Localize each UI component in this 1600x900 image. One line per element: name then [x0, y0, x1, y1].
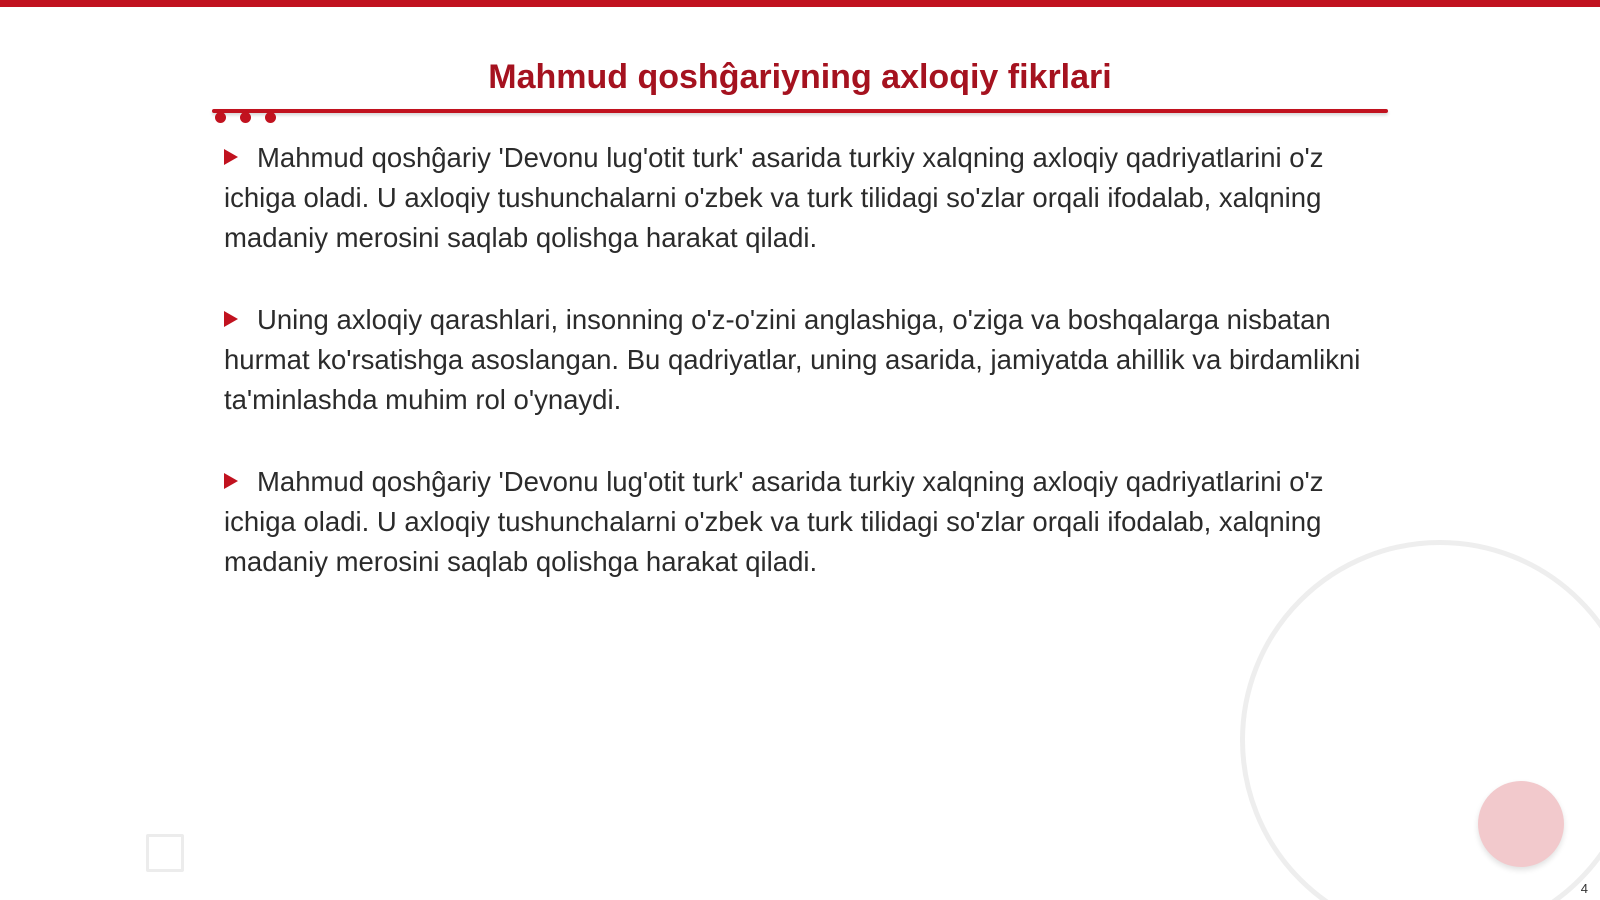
bullet-text: Mahmud qoshĝariy 'Devonu lug'otit turk' asarida turkiy xalqning axloqiy qadriyatlarini o'z ichiga oladi. U axloqiy tushunchalarni o'zbek va turk tilidagi so'zlar orqali ifodalab, xalqning madaniy merosini saqlab qolishga harakat qiladi.	[224, 466, 1324, 577]
bullet-text: Uning axloqiy qarashlari, insonning o'z-o'zini anglashiga, o'ziga va boshqalarga nisbatan hurmat ko'rsatishga asoslangan. Bu qadriyatlar, uning asarida, jamiyatda ahillik va birdamlikni ta'minlashda muhim rol o'ynaydi.	[224, 304, 1361, 415]
slide-title: Mahmud qoshĝariyning axloqiy fikrlari	[488, 58, 1112, 96]
title-underline	[212, 109, 1388, 113]
bullet-item	[224, 462, 1374, 582]
triangle-right-icon	[224, 311, 238, 327]
top-accent-bar	[0, 0, 1600, 7]
decor-dot	[265, 112, 276, 123]
page-number: 4	[1580, 881, 1588, 896]
bullet-item	[224, 300, 1374, 420]
bullet-text: Mahmud qoshĝariy 'Devonu lug'otit turk' asarida turkiy xalqning axloqiy qadriyatlarini o'z ichiga oladi. U axloqiy tushunchalarni o'zbek va turk tilidagi so'zlar orqali ifodalab, xalqning madaniy merosini saqlab qolishga harakat qiladi.	[224, 142, 1324, 253]
decor-dot	[240, 112, 251, 123]
decor-circle-pink	[1478, 781, 1564, 867]
triangle-right-icon	[224, 149, 238, 165]
triangle-right-icon	[224, 473, 238, 489]
decor-square-outline	[146, 834, 184, 872]
bullet-list	[224, 138, 1374, 624]
decor-dot	[215, 112, 226, 123]
bullet-item	[224, 138, 1374, 258]
